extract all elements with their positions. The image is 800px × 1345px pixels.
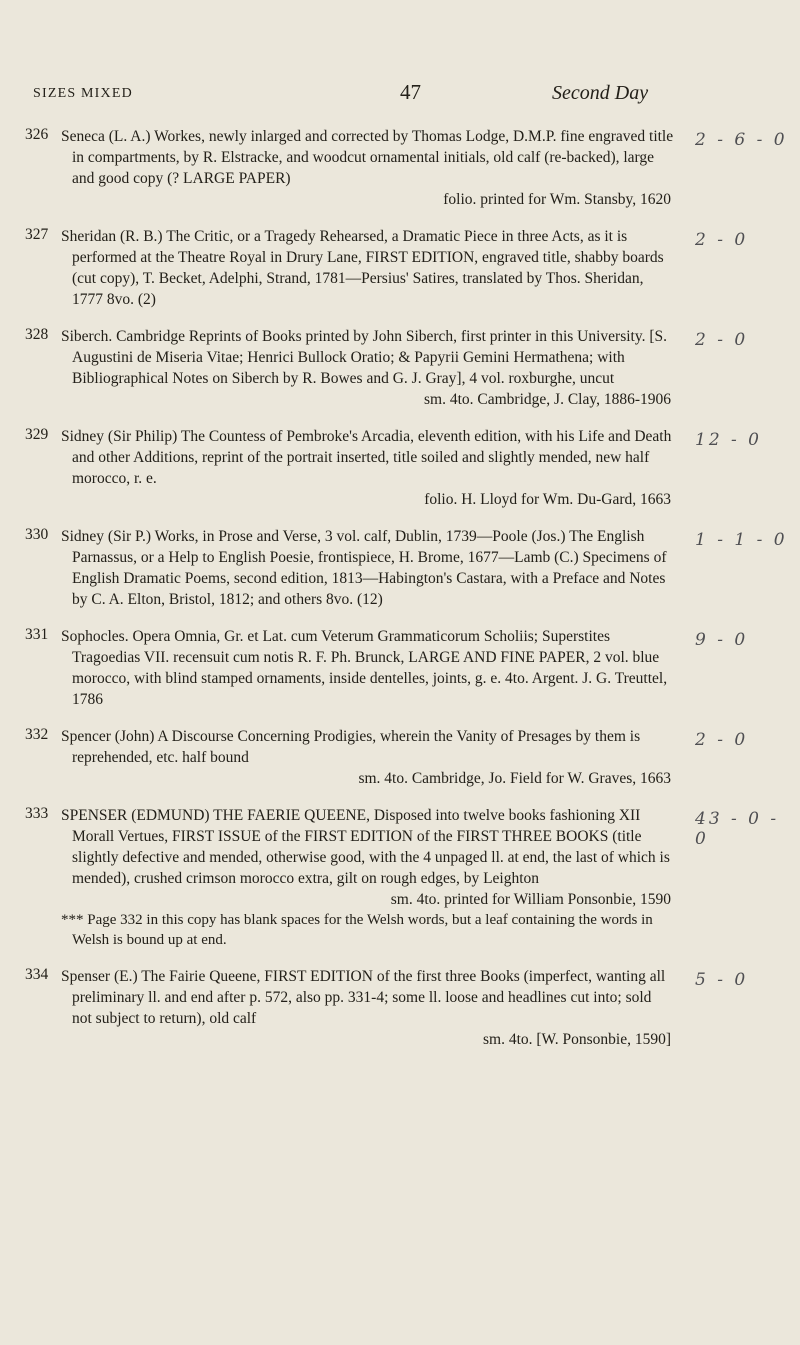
lot-text: Sidney (Sir Philip) The Countess of Pembroke's Arcadia, eleventh edition, with his Life and Death and other Additions, reprint of the portrait inserted, title soiled and slightly mended, new half morocco, r. e. <box>61 428 672 487</box>
lot-text: Siberch. Cambridge Reprints of Books printed by John Siberch, first printer in this University. [S. Augustini de Miseria Vitae; Henrici Bullock Oratio; & Papyrii Gemini Hermathena; with Bibliographical Notes on Siberch by R. Bowes and G. J. Gray], 4 vol. roxburghe, uncut <box>61 328 668 387</box>
running-header <box>0 78 800 108</box>
lot-note: *** Page 332 in this copy has blank spaces for the Welsh words, but a leaf containing the words in Welsh is bound up at end. <box>61 912 653 948</box>
page-number: 47 <box>400 80 421 104</box>
lot-text: SPENSER (EDMUND) THE FAERIE QUEENE, Disposed into twelve books fashioning XII Morall Vertues, FIRST ISSUE of the FIRST EDITION of the FIRST THREE BOOKS (title slightly defective and mended, otherwise good, with the 4 unpaged ll. at end, the last of which is mended), crushed crimson morocco extra, gilt on rough edges, by Leighton <box>61 807 670 887</box>
lot-number: 327 <box>25 226 49 243</box>
handwritten-price: 43 - 0 - 0 <box>695 809 780 849</box>
handwritten-price: 12 - 0 <box>695 430 762 450</box>
lot-imprint: sm. 4to. printed for William Ponsonbie, 1590 <box>390 891 671 908</box>
lot-imprint: sm. 4to. Cambridge, Jo. Field for W. Graves, 1663 <box>358 770 671 787</box>
lot-number: 330 <box>25 526 49 543</box>
handwritten-price: 9 - 0 <box>695 630 749 650</box>
lot-text: Sidney (Sir P.) Works, in Prose and Verse, 3 vol. calf, Dublin, 1739—Poole (Jos.) The English Parnassus, or a Help to English Poesie, frontispiece, H. Brome, 1677—Lamb (C.) Specimens of English Dramatic Poems, second edition, 1813—Habington's Castara, with a Preface and Notes by C. A. Elton, Bristol, 1812; and others 8vo. (12) <box>61 528 667 608</box>
lot-imprint: sm. 4to. Cambridge, J. Clay, 1886-1906 <box>424 391 671 408</box>
lot-description <box>61 726 675 789</box>
lot-text: Spencer (John) A Discourse Concerning Prodigies, wherein the Vanity of Presages by them is reprehended, etc. half bound <box>61 728 641 766</box>
handwritten-price: 2 - 6 - 0 <box>695 130 788 150</box>
lot-description <box>61 526 675 610</box>
lot-description <box>61 126 675 210</box>
lot-description <box>61 426 675 510</box>
handwritten-price: 2 - 0 <box>695 230 749 250</box>
lot-number: 328 <box>25 326 49 343</box>
lot-entry <box>0 126 800 210</box>
lot-entry <box>0 226 800 310</box>
lot-number: 331 <box>25 626 49 643</box>
lot-text: Sheridan (R. B.) The Critic, or a Tragedy Rehearsed, a Dramatic Piece in three Acts, as it is performed at the Theatre Royal in Drury Lane, FIRST EDITION, engraved title, shabby boards (cut copy), T. Becket, Adelphi, Strand, 1781—Persius' Satires, translated by Thos. Sheridan, 1777 8vo. (2) <box>61 228 664 308</box>
lot-description <box>61 626 675 710</box>
lot-entry <box>0 805 800 950</box>
lot-entry <box>0 526 800 610</box>
lot-description <box>61 966 675 1050</box>
lot-number: 329 <box>25 426 49 443</box>
lot-imprint: sm. 4to. [W. Ponsonbie, 1590] <box>482 1031 671 1048</box>
day-heading: Second Day <box>552 82 649 104</box>
handwritten-price: 1 - 1 - 0 <box>695 530 788 550</box>
section-heading: SIZES MIXED <box>33 86 133 101</box>
lot-description <box>61 326 675 410</box>
lot-number: 332 <box>25 726 49 743</box>
lot-entry <box>0 966 800 1050</box>
lot-list <box>0 126 800 1066</box>
lot-description <box>61 226 675 310</box>
lot-entry <box>0 326 800 410</box>
lot-text: Seneca (L. A.) Workes, newly inlarged and corrected by Thomas Lodge, D.M.P. fine engraved title in compartments, by R. Elstracke, and woodcut ornamental initials, old calf (re-backed), large and good copy (? LARGE PAPER) <box>61 128 674 187</box>
lot-number: 334 <box>25 966 49 983</box>
lot-entry <box>0 426 800 510</box>
lot-text: Sophocles. Opera Omnia, Gr. et Lat. cum Veterum Grammaticorum Scholiis; Superstites Tragoedias VII. recensuit cum notis R. F. Ph. Brunck, LARGE AND FINE PAPER, 2 vol. blue morocco, with blind stamped ornaments, inside dentelles, joints, g. e. 4to. Argent. J. G. Treuttel, 1786 <box>61 628 668 708</box>
lot-imprint: folio. H. Lloyd for Wm. Du-Gard, 1663 <box>424 491 671 508</box>
handwritten-price: 2 - 0 <box>695 330 749 350</box>
lot-imprint: folio. printed for Wm. Stansby, 1620 <box>443 191 671 208</box>
lot-text: Spenser (E.) The Fairie Queene, FIRST EDITION of the first three Books (imperfect, wanting all preliminary ll. and end after p. 572, also pp. 331-4; some ll. loose and headlines cut into; sold not subject to return), old calf <box>61 968 666 1027</box>
lot-entry <box>0 626 800 710</box>
lot-number: 333 <box>25 805 49 822</box>
lot-entry <box>0 726 800 789</box>
handwritten-price: 5 - 0 <box>695 970 749 990</box>
lot-description <box>61 805 675 950</box>
handwritten-price: 2 - 0 <box>695 730 749 750</box>
lot-number: 326 <box>25 126 49 143</box>
